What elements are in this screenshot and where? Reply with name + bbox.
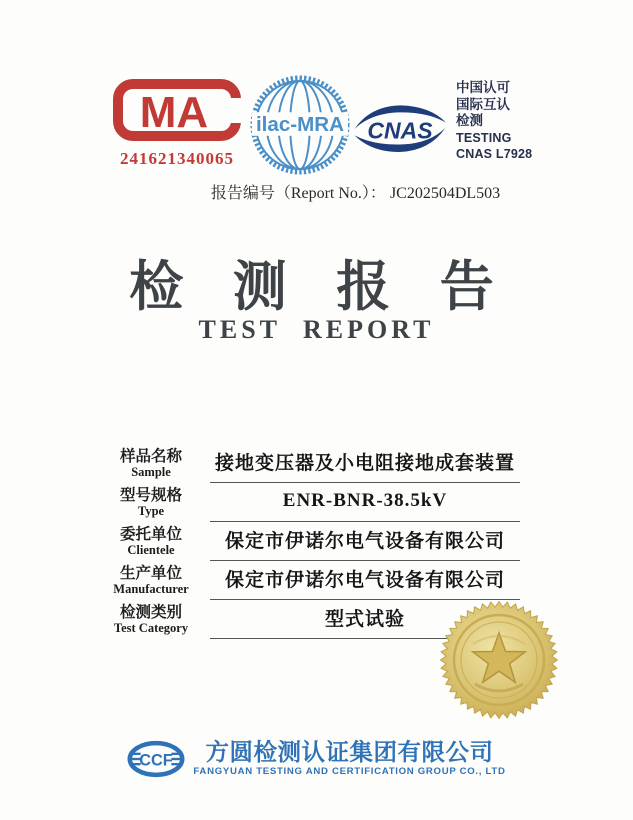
ilac-mra-mark [249,74,351,176]
report-number-line [0,180,633,203]
field-value: 型式试验 [210,600,520,639]
report-number-label: 报告编号（Report No.）： [210,185,386,202]
cma-icon [112,78,242,142]
footer-company-logo [0,740,633,778]
cnas-line-5: CNAS L7928 [456,147,533,161]
ccf-logo-icon [127,740,185,778]
document-title-cn: 检 测 报 告 [129,257,504,317]
field-label [100,561,202,600]
ccf-letters: CCF [139,751,174,770]
field-label-cn: 委托单位 [119,525,182,543]
cnas-mark [352,88,448,170]
footer-company-names [193,740,505,777]
cnas-line-4: TESTING [456,130,512,145]
cnas-icon [352,88,448,170]
cnas-letters: CNAS [367,117,433,144]
form-row-sample [100,444,520,483]
document-title-en: TEST REPORT [198,315,435,344]
form-row-type [100,483,520,522]
report-number-value: JC202504DL503 [389,185,501,202]
field-label-cn: 检测类别 [119,603,182,621]
field-label [100,522,202,561]
form-row-clientele [100,522,520,561]
field-label-cn: 样品名称 [119,447,182,465]
footer-company-name-cn: 方圆检测认证集团有限公司 [205,739,494,765]
cma-letters: MA [139,88,209,137]
ilac-mra-icon [249,74,351,176]
field-label-en: Clientele [127,543,175,558]
field-label [100,600,202,639]
field-label-cn: 生产单位 [119,564,182,582]
form-row-manufacturer [100,561,520,600]
footer-company-name-en: FANGYUAN TESTING AND CERTIFICATION GROUP CO., LTD [193,765,506,777]
field-value: 接地变压器及小电阻接地成套装置 [210,444,520,483]
cnas-line-1: 中国认可 [456,80,510,95]
cma-mark [110,78,244,169]
ilac-mra-label: ilac-MRA [255,112,345,136]
cnas-line-2: 国际互认 [456,96,510,112]
cma-license-number: 241621340065 [120,149,234,168]
field-label [100,483,202,522]
field-label-en: Type [137,504,165,519]
cnas-line-3: 检测 [456,113,483,128]
field-label-cn: 型号规格 [119,486,182,504]
cnas-accreditation-text [456,80,532,163]
field-label-en: Manufacturer [113,582,189,597]
field-value: ENR-BNR-38.5kV [210,483,520,522]
field-value: 保定市伊诺尔电气设备有限公司 [210,561,520,600]
field-label-en: Test Category [113,621,189,636]
gold-foil-seal [439,600,559,720]
field-value: 保定市伊诺尔电气设备有限公司 [210,522,520,561]
field-label-en: Sample [131,465,171,480]
gold-seal-icon [439,600,559,720]
field-label [100,444,202,483]
